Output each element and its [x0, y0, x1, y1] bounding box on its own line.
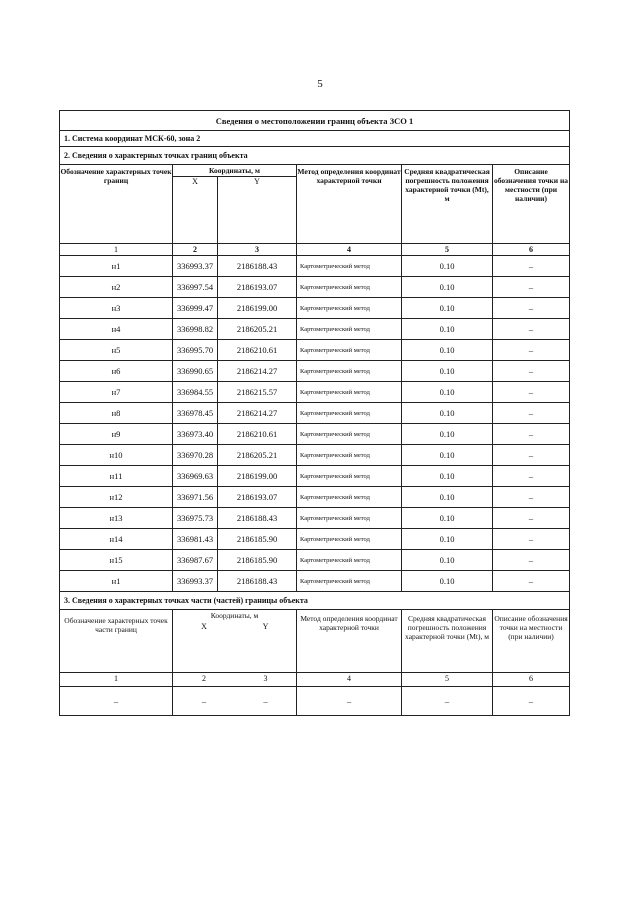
y-cell: 2186185.90: [218, 529, 297, 549]
table-row: [60, 319, 569, 340]
document-title-row: [60, 111, 569, 131]
y-cell: 2186199.00: [218, 466, 297, 486]
x-cell: 336975.73: [173, 508, 218, 528]
table1-colnum-6: 6: [529, 245, 533, 254]
accuracy-cell: 0.10: [402, 382, 493, 402]
table1-colnum-1: 1: [60, 244, 173, 255]
y-cell: 2186193.07: [218, 487, 297, 507]
x-cell: 336993.37: [173, 571, 218, 591]
description-cell: –: [528, 492, 534, 502]
method-cell: Картометрический метод: [297, 508, 402, 528]
point-cell: н4: [60, 319, 173, 339]
description-cell: –: [528, 408, 534, 418]
x-cell: 336970.28: [173, 445, 218, 465]
accuracy-cell: 0.10: [402, 277, 493, 297]
document-title: Сведения о местоположении границ объекта ЗСО 1: [215, 116, 414, 126]
point-cell: н12: [60, 487, 173, 507]
method-cell: Картометрический метод: [297, 571, 402, 591]
table1-header-coordinates-label: Координаты, м: [173, 165, 296, 177]
y-cell: 2186205.21: [218, 319, 297, 339]
table-row: [60, 466, 569, 487]
y-cell: 2186215.57: [218, 382, 297, 402]
x-cell: 336998.82: [173, 319, 218, 339]
accuracy-cell: 0.10: [402, 319, 493, 339]
table1-header-designation: Обозначение характерных точек границ: [60, 165, 173, 243]
table1-colnum-3: 3: [218, 244, 297, 255]
x-cell: 336984.55: [173, 382, 218, 402]
table1-header-row: [60, 165, 569, 244]
x-cell: 336978.45: [173, 403, 218, 423]
x-cell: 336997.54: [173, 277, 218, 297]
description-cell: –: [528, 261, 534, 271]
table1-colnum-4: 4: [297, 244, 402, 255]
accuracy-cell: 0.10: [402, 424, 493, 444]
x-cell: 336995.70: [173, 340, 218, 360]
section2-row: [60, 147, 569, 165]
table-row: [60, 445, 569, 466]
method-cell: Картометрический метод: [297, 361, 402, 381]
description-cell: –: [528, 345, 534, 355]
description-cell: –: [528, 471, 534, 481]
accuracy-cell: 0.10: [402, 466, 493, 486]
method-cell: Картометрический метод: [297, 319, 402, 339]
method-cell: Картометрический метод: [297, 424, 402, 444]
table-row: [60, 298, 569, 319]
table-row: [60, 382, 569, 403]
table2-header-coordinates-label: Координаты, м: [210, 611, 259, 620]
description-cell: –: [528, 555, 534, 565]
y-cell: 2186188.43: [218, 571, 297, 591]
boundary-document: [59, 110, 570, 716]
point-cell: –: [60, 687, 173, 715]
accuracy-cell: 0.10: [402, 445, 493, 465]
description-cell: –: [528, 324, 534, 334]
accuracy-cell: 0.10: [402, 550, 493, 570]
method-cell: Картометрический метод: [297, 340, 402, 360]
table1-header-description: Описание обозначения точки на местности (при наличии): [493, 167, 569, 203]
section3-row: [60, 592, 569, 610]
description-cell: –: [528, 366, 534, 376]
section3-title: 3. Сведения о характерных точках части (частей) границы объекта: [64, 596, 308, 605]
table2-colnum-4: 4: [297, 673, 402, 686]
x-cell: 336999.47: [173, 298, 218, 318]
method-cell: Картометрический метод: [297, 277, 402, 297]
table2-colnum-3: 3: [235, 673, 297, 686]
page-number: 5: [317, 78, 323, 90]
description-cell: –: [528, 450, 534, 460]
x-cell: 336969.63: [173, 466, 218, 486]
method-cell: Картометрический метод: [297, 403, 402, 423]
table-row: [60, 550, 569, 571]
y-cell: 2186210.61: [218, 424, 297, 444]
description-cell: –: [528, 387, 534, 397]
point-cell: н6: [60, 361, 173, 381]
table1-column-numbers: [60, 244, 569, 256]
table1-colnum-2: 2: [173, 244, 218, 255]
table-row: [60, 256, 569, 277]
method-cell: Картометрический метод: [297, 487, 402, 507]
method-cell: Картометрический метод: [297, 445, 402, 465]
y-cell: –: [235, 687, 297, 715]
x-cell: 336990.65: [173, 361, 218, 381]
accuracy-cell: 0.10: [402, 256, 493, 276]
y-cell: 2186188.43: [218, 508, 297, 528]
point-cell: н5: [60, 340, 173, 360]
point-cell: н1: [60, 571, 173, 591]
method-cell: Картометрический метод: [297, 298, 402, 318]
table1-header-y: Y: [254, 177, 260, 186]
table-row: [60, 340, 569, 361]
y-cell: 2186199.00: [218, 298, 297, 318]
table-row: [60, 403, 569, 424]
accuracy-cell: 0.10: [402, 487, 493, 507]
point-cell: н9: [60, 424, 173, 444]
method-cell: Картометрический метод: [297, 550, 402, 570]
description-cell: –: [528, 429, 534, 439]
x-cell: 336987.67: [173, 550, 218, 570]
x-cell: 336971.56: [173, 487, 218, 507]
table-row: [60, 277, 569, 298]
accuracy-cell: –: [402, 687, 493, 715]
table-row: [60, 571, 569, 592]
accuracy-cell: 0.10: [402, 508, 493, 528]
method-cell: Картометрический метод: [297, 256, 402, 276]
point-cell: н11: [60, 466, 173, 486]
table2-header-coordinates: [173, 610, 297, 672]
point-cell: н7: [60, 382, 173, 402]
x-cell: 336973.40: [173, 424, 218, 444]
table1-colnum-5: 5: [402, 244, 493, 255]
table2-header-y: Y: [262, 622, 269, 631]
table1-header-method: Метод определения координат характерной точки: [297, 165, 402, 243]
point-cell: н2: [60, 277, 173, 297]
table2-header-description: Описание обозначения точки на местности (при наличии): [494, 614, 568, 641]
table-row: [60, 687, 569, 715]
table2-colnum-5: 5: [402, 673, 493, 686]
y-cell: 2186214.27: [218, 403, 297, 423]
method-cell: Картометрический метод: [297, 466, 402, 486]
description-cell: –: [528, 513, 534, 523]
description-cell: –: [528, 282, 534, 292]
accuracy-cell: 0.10: [402, 298, 493, 318]
table-row: [60, 361, 569, 382]
y-cell: 2186210.61: [218, 340, 297, 360]
y-cell: 2186193.07: [218, 277, 297, 297]
y-cell: 2186185.90: [218, 550, 297, 570]
method-cell: Картометрический метод: [297, 529, 402, 549]
section1-row: [60, 131, 569, 147]
table2-header-x: X: [201, 622, 207, 631]
x-cell: 336993.37: [173, 256, 218, 276]
table2-colnum-6: 6: [529, 674, 533, 683]
accuracy-cell: 0.10: [402, 571, 493, 591]
point-cell: н8: [60, 403, 173, 423]
table1-header-x: X: [173, 176, 218, 243]
accuracy-cell: 0.10: [402, 361, 493, 381]
table-row: [60, 508, 569, 529]
method-cell: –: [297, 687, 402, 715]
x-cell: –: [201, 696, 207, 706]
table-row: [60, 529, 569, 550]
table2-header-method: Метод определения координат характерной точки: [297, 610, 402, 672]
table1-header-coordinates: [173, 165, 297, 243]
description-cell: –: [528, 534, 534, 544]
table2-header-accuracy: Средняя квадратическая погрешность положения характерной точки (Mt), м: [402, 610, 493, 672]
point-cell: н15: [60, 550, 173, 570]
y-cell: 2186205.21: [218, 445, 297, 465]
accuracy-cell: 0.10: [402, 403, 493, 423]
table2-header-designation: Обозначение характерных точек части границ: [60, 610, 173, 672]
point-cell: н1: [60, 256, 173, 276]
table-row: [60, 424, 569, 445]
table2-column-numbers: [60, 673, 569, 687]
table2-colnum-1: 1: [60, 673, 173, 686]
point-cell: н3: [60, 298, 173, 318]
description-cell: –: [528, 696, 534, 706]
y-cell: 2186214.27: [218, 361, 297, 381]
description-cell: –: [528, 576, 534, 586]
x-cell: 336981.43: [173, 529, 218, 549]
accuracy-cell: 0.10: [402, 529, 493, 549]
accuracy-cell: 0.10: [402, 340, 493, 360]
table-row: [60, 487, 569, 508]
coordinate-system-label: 1. Система координат МСК-60, зона 2: [64, 134, 201, 143]
table2-header-row: [60, 610, 569, 673]
point-cell: н14: [60, 529, 173, 549]
method-cell: Картометрический метод: [297, 382, 402, 402]
point-cell: н10: [60, 445, 173, 465]
y-cell: 2186188.43: [218, 256, 297, 276]
table2-colnum-2: 2: [202, 674, 206, 683]
point-cell: н13: [60, 508, 173, 528]
description-cell: –: [528, 303, 534, 313]
table1-header-accuracy: Средняя квадратическая погрешность положения характерной точки (Mt), м: [402, 165, 493, 243]
section2-title: 2. Сведения о характерных точках границ объекта: [64, 151, 248, 160]
